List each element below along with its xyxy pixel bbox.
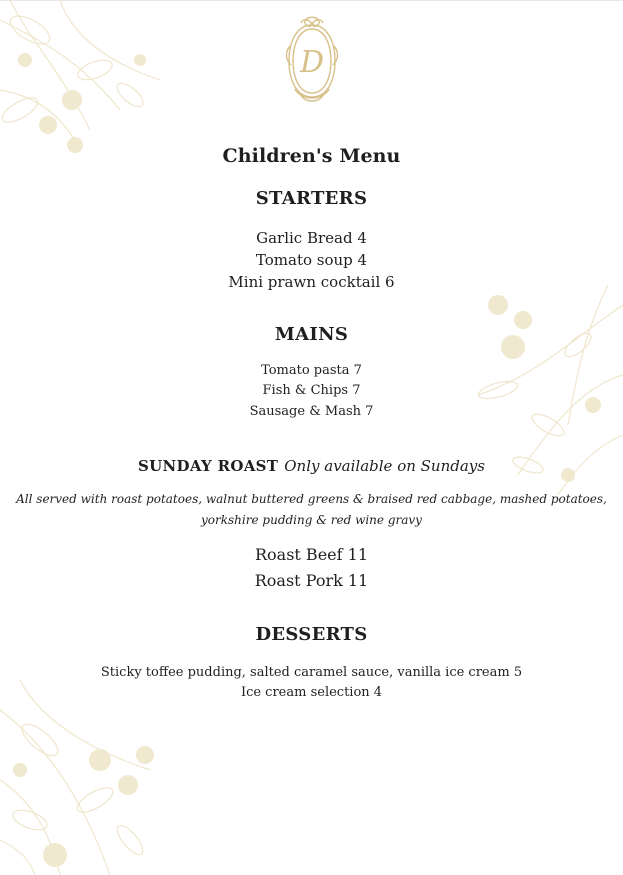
floral-bottom-left-icon [0,680,170,875]
sunday-roast-header [0,457,623,475]
starter-item: Mini prawn cocktail 6 [228,273,395,291]
main-item: Sausage & Mash 7 [249,404,374,419]
sunday-roast-description [0,489,623,531]
starter-item: Tomato soup 4 [255,251,368,269]
dessert-item: Sticky toffee pudding, salted caramel sauce, vanilla ice cream 5 [100,665,523,680]
main-item: Tomato pasta 7 [261,363,362,378]
main-item: Fish & Chips 7 [262,383,361,398]
page-top-border [0,0,623,1]
sunday-roast-heading: SUNDAY ROAST [138,457,279,475]
roast-item: Roast Beef 11 [254,545,368,564]
roast-description-line: yorkshire pudding & red wine gravy [201,513,422,527]
starters-heading: STARTERS [255,188,368,209]
svg-text:D: D [299,45,325,80]
desserts-heading: DESSERTS [255,624,368,645]
roast-description-line: All served with roast potatoes, walnut buttered greens & braised red cabbage, mashed potatoes, [16,492,607,506]
menu-title: Children's Menu [222,145,401,167]
floral-top-left-icon [0,0,175,165]
monogram-d-crest-icon [283,15,341,105]
sunday-roast-note: Only available on Sundays [284,457,485,475]
starter-item: Garlic Bread 4 [256,229,367,247]
mains-heading: MAINS [274,324,349,345]
roast-item: Roast Pork 11 [254,571,369,590]
dessert-item: Ice cream selection 4 [240,685,383,700]
